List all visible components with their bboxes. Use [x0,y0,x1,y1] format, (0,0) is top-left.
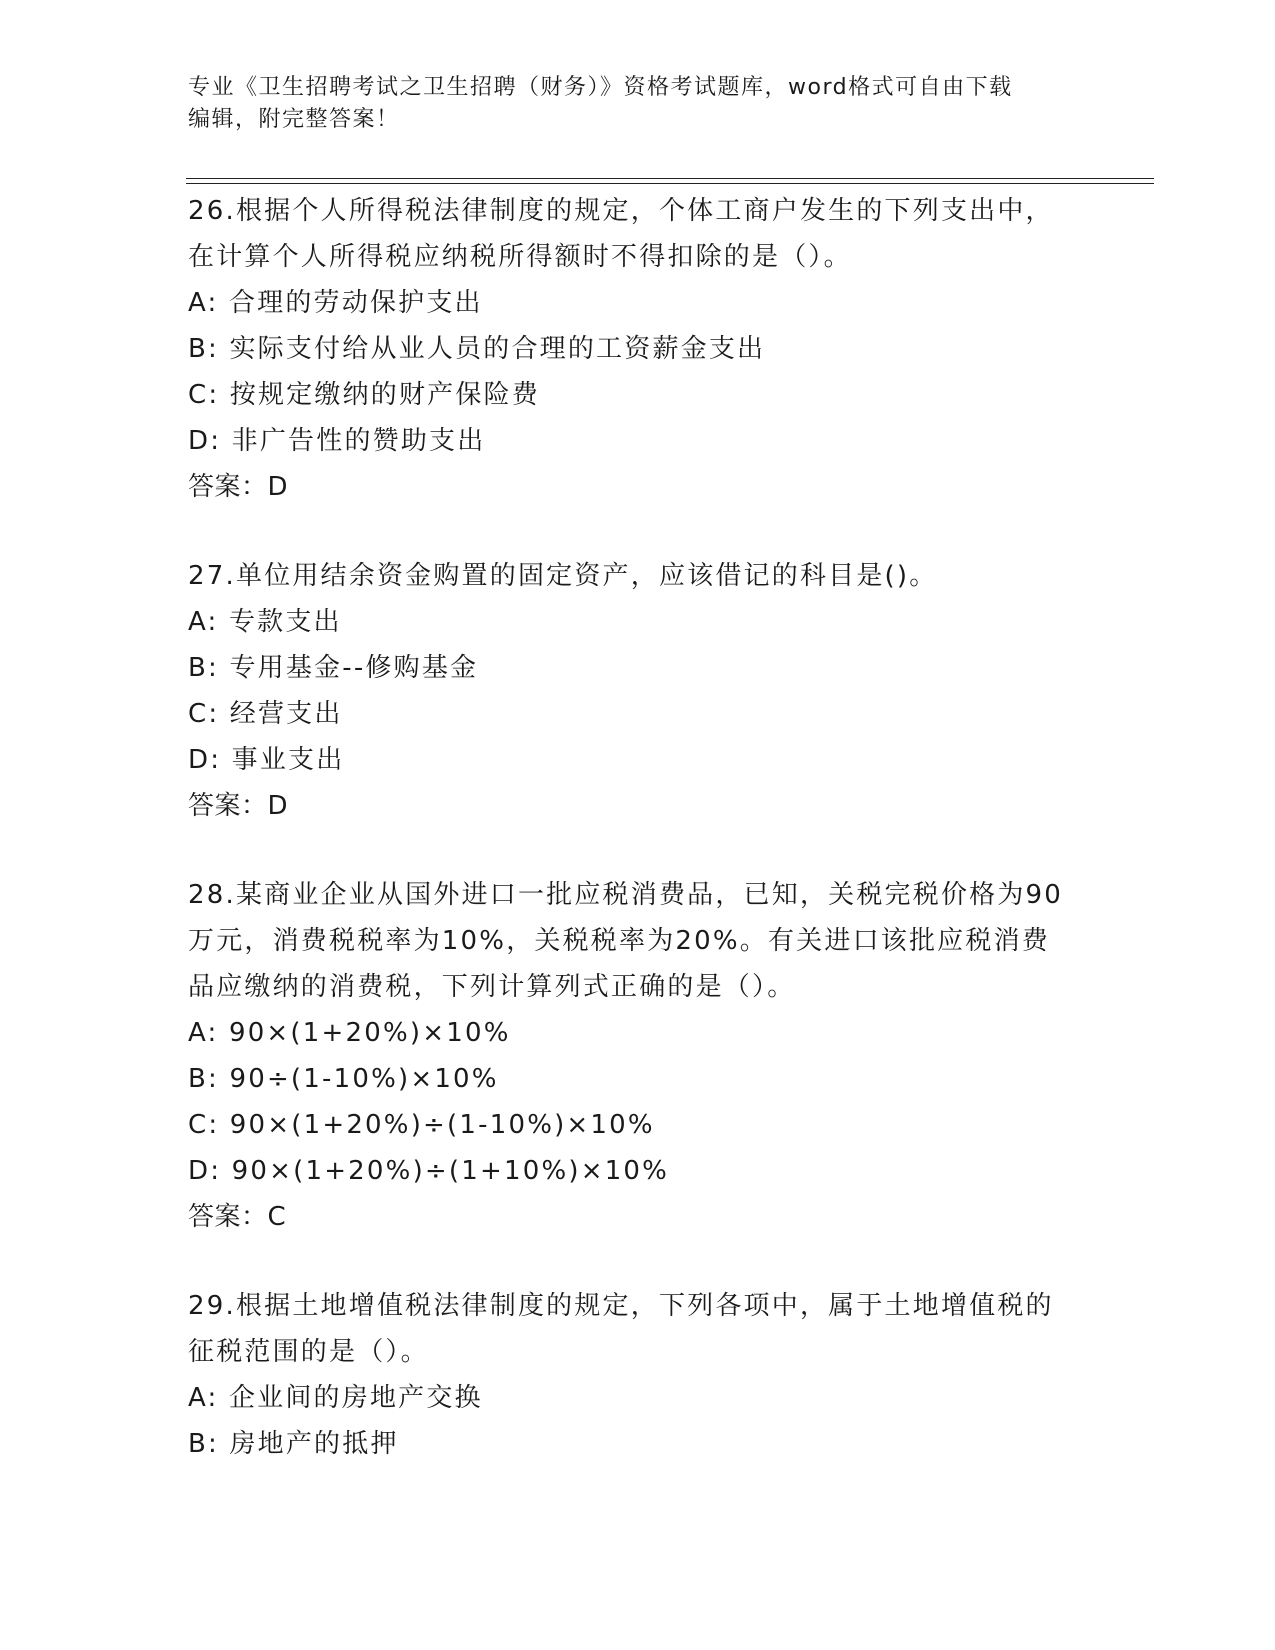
answer-line: 答案：D [188,791,289,821]
option-b: B: 房地产的抵押 [188,1429,399,1459]
question-29 [188,1283,1088,1467]
option-d: D: 90×(1+20%)÷(1+10%)×10% [188,1156,670,1186]
option-a: A: 专款支出 [188,607,342,637]
question-stem-line: 29.根据土地增值税法律制度的规定，下列各项中，属于土地增值税的 [188,1291,1054,1321]
option-d: D: 事业支出 [188,745,345,775]
question-stem-line: 27.单位用结余资金购置的固定资产，应该借记的科目是()。 [188,561,938,591]
question-28 [188,872,1088,1240]
header-line-1: 专业《卫生招聘考试之卫生招聘（财务）》资格考试题库，word格式可自由下载 [188,75,1013,100]
question-stem-line: 品应缴纳的消费税，下列计算列式正确的是（）。 [188,972,796,1002]
option-c: C: 经营支出 [188,699,343,729]
option-a: A: 企业间的房地产交换 [188,1383,483,1413]
answer-line: 答案：D [188,472,289,502]
header-divider-top [186,178,1154,179]
question-stem-line: 征税范围的是（）。 [188,1337,429,1367]
question-stem-line: 在计算个人所得税应纳税所得额时不得扣除的是（）。 [188,242,852,272]
option-a: A: 合理的劳动保护支出 [188,288,483,318]
document-header [188,72,1088,136]
header-divider-bottom [186,183,1154,184]
option-c: C: 90×(1+20%)÷(1-10%)×10% [188,1110,655,1140]
answer-line: 答案：C [188,1202,287,1232]
header-line-2: 编辑，附完整答案！ [188,107,400,132]
question-26 [188,188,1088,510]
option-a: A: 90×(1+20%)×10% [188,1018,511,1048]
option-d: D: 非广告性的赞助支出 [188,426,486,456]
option-b: B: 实际支付给从业人员的合理的工资薪金支出 [188,334,766,364]
question-stem-line: 28.某商业企业从国外进口一批应税消费品，已知，关税完税价格为90 [188,880,1064,910]
option-b: B: 90÷(1-10%)×10% [188,1064,499,1094]
option-c: C: 按规定缴纳的财产保险费 [188,380,540,410]
question-27 [188,553,1088,829]
question-stem-line: 26.根据个人所得税法律制度的规定，个体工商户发生的下列支出中， [188,196,1054,226]
option-b: B: 专用基金--修购基金 [188,653,479,683]
question-stem-line: 万元，消费税税率为10%，关税税率为20%。有关进口该批应税消费 [188,926,1050,956]
